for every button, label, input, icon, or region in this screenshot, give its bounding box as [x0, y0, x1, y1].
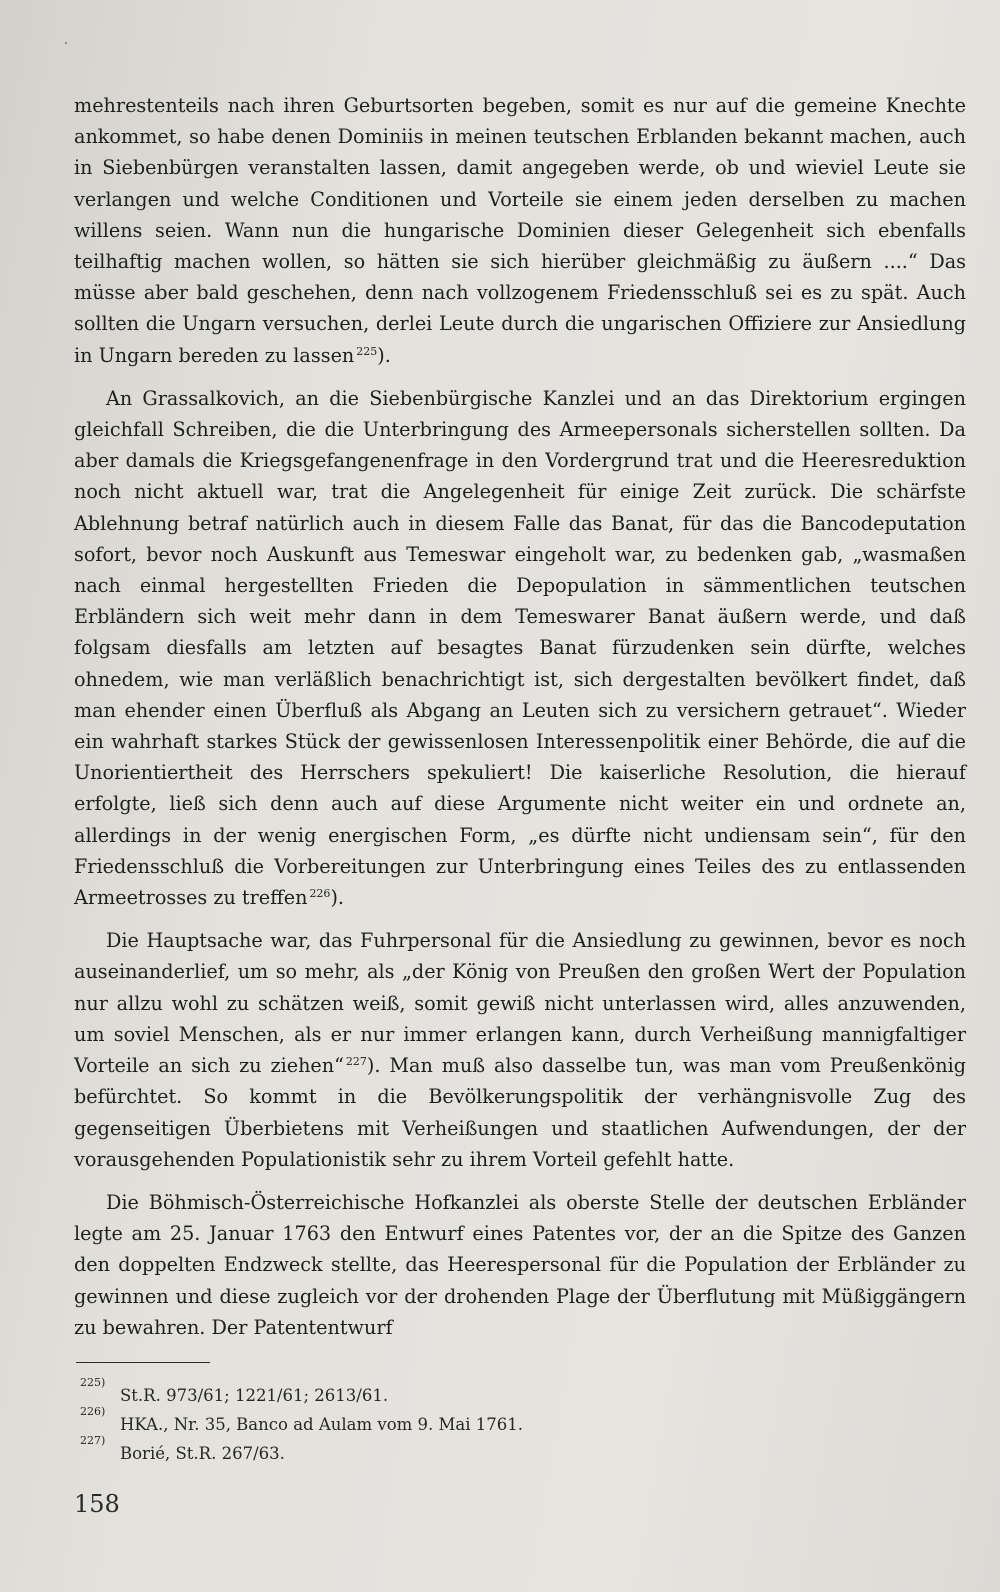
footnote-divider [76, 1362, 210, 1363]
footnote-ref-225: 225 [356, 344, 378, 358]
footnote-number: 226) [80, 1405, 106, 1418]
footnote-number: 227) [80, 1434, 106, 1447]
footnote-225 [80, 1376, 780, 1410]
footnote-227 [80, 1434, 780, 1468]
footnote-226 [80, 1405, 780, 1439]
footnotes [80, 1376, 780, 1468]
paragraph-3: Die Hauptsache war, das Fuhrpersonal für die Ansiedlung zu gewinnen, bevor es noch auseinanderlief, um so mehr, als „der König von Preußen den großen Wert der Population nur allzu wohl zu schätzen weiß, somit gewiß nicht unterlassen wird, alles anzuwenden, um soviel Menschen, als er nur immer erlangen kann, durch Verheißung mannigfaltiger Vorteile an sich zu ziehen“ $^{227}$). Man muß also dasselbe tun, was man vom Preußenkönig befürchtet. So kommt in die Bevölkerungspolitik der verhängnisvolle Zug des gegenseitigen Überbietens mit Verheißungen und staatlichen Aufwendungen, der der vorausgehenden Populationistik sehr zu ihrem Vorteil gefehlt hatte. [74, 929, 966, 1171]
page-number: 158 [74, 1490, 120, 1518]
page-speck [65, 42, 67, 44]
footnote-text: St.R. 973/61; 1221/61; 2613/61. [120, 1386, 389, 1405]
footnote-ref-226: 226 [309, 887, 331, 901]
footnote-ref-227: 227 [345, 1055, 367, 1069]
footnote-text: Borié, St.R. 267/63. [120, 1444, 285, 1463]
paragraph-1: mehrestenteils nach ihren Geburtsorten begeben, somit es nur auf die gemeine Knechte ankommet, so habe denen Dominiis in meinen teutschen Erblanden bekannt machen, auch in Siebenbürgen veranstalten lassen, damit angegeben werde, ob und wieviel Leute sie verlangen und welche Conditionen und Vorteile sie einem jeden derselben zu machen willens seien. Wann nun die hungarische Dominien dieser Gelegenheit sich ebenfalls teilhaftig machen wollen, so hätten sie sich hierüber gleichmäßig zu äußern ....“ Das müsse aber bald geschehen, denn nach vollzogenem Friedensschluß sei es zu spät. Auch sollten die Ungarn versuchen, derlei Leute durch die ungarischen Offiziere zur Ansiedlung in Ungarn bereden zu lassen $^{225}$). [74, 94, 966, 367]
footnote-number: 225) [80, 1376, 106, 1389]
body-text [74, 90, 966, 1355]
paragraph-2: An Grassalkovich, an die Siebenbürgische Kanzlei und an das Direktorium ergingen gleichfall Schreiben, die die Unterbringung des Armeepersonals sicherstellen sollten. Da aber damals die Kriegsgefangenenfrage in den Vordergrund trat und die Heeresreduktion noch nicht aktuell war, trat die Angelegenheit für einige Zeit zurück. Die schärfste Ablehnung betraf natürlich auch in diesem Falle das Banat, für das die Bancodeputation sofort, bevor noch Auskunft aus Temeswar eingeholt war, zu bedenken gab, „wasmaßen nach einmal hergestellten Frieden die Depopulation in sämmentlichen teutschen Erbländern sich weit mehr dann in dem Temeswarer Banat äußern werde, und daß folgsam diesfalls am letzten auf besagtes Banat fürzudenken sein dürfte, welches ohnedem, wie man verläßlich benachrichtigt ist, sich dergestalten bevölkert findet, daß man ehender einen Überfluß als Abgang an Leuten sich zu versichern getrauet“. Wieder ein wahrhaft starkes Stück der gewissenlosen Interessenpolitik einer Behörde, die auf die Unorientiertheit des Herrschers spekuliert! Die kaiserliche Resolution, die hierauf erfolgte, ließ sich denn auch auf diese Argumente nicht weiter ein und ordnete an, allerdings in der wenig energischen Form, „es dürfte nicht undiensam sein“, für den Friedensschluß die Vorbereitungen zur Unterbringung eines Teiles des zu entlassenden Armeetrosses zu treffen $^{226}$). [74, 386, 966, 910]
paragraph-4: Die Böhmisch-Österreichische Hofkanzlei als oberste Stelle der deutschen Erbländer legte am 25. Januar 1763 den Entwurf eines Patentes vor, der an die Spitze des Ganzen den doppelten Endzweck stellte, das Heerespersonal für die Population der Erbländer zu gewinnen und diese zugleich vor der drohenden Plage der Überflutung mit Müßiggängern zu bewahren. Der Patententwurf [74, 1190, 966, 1339]
footnote-text: HKA., Nr. 35, Banco ad Aulam vom 9. Mai 1761. [120, 1415, 524, 1434]
